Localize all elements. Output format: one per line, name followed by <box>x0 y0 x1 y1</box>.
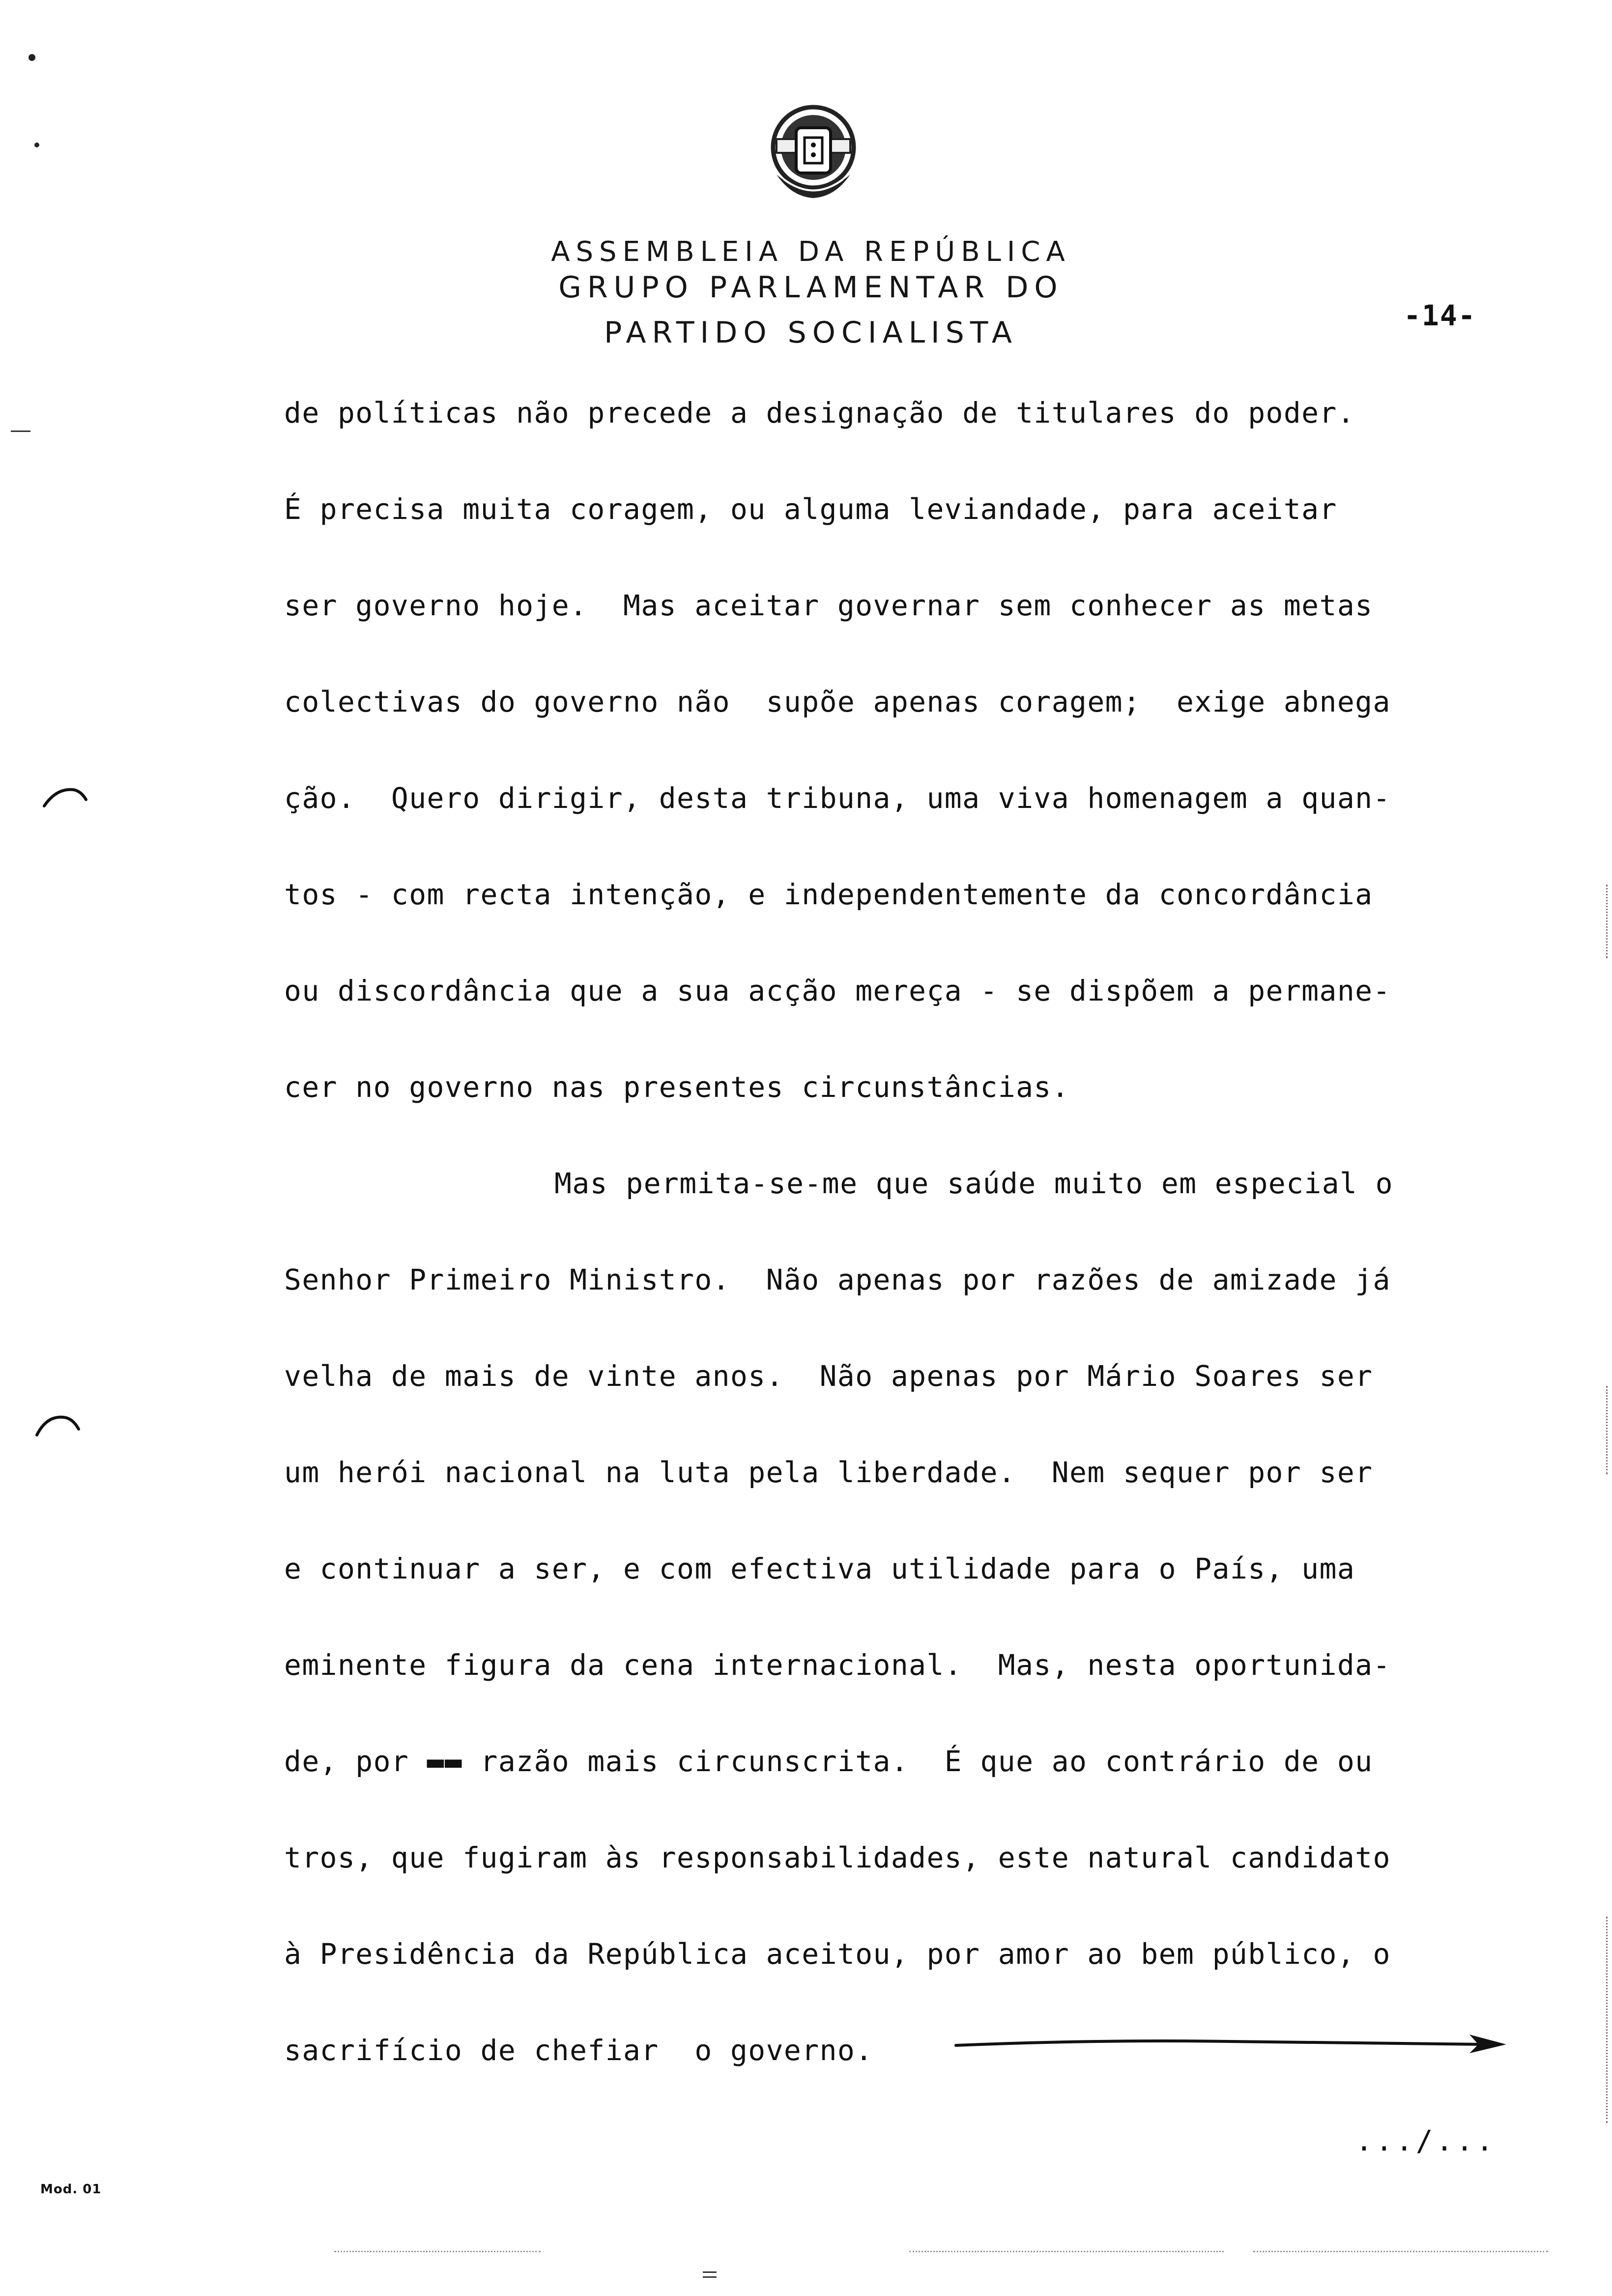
header-parliamentary-group: GRUPO PARLAMENTAR DO <box>558 270 1064 305</box>
body-line: cer no governo nas presentes circunstâncias. <box>284 1070 1070 1104</box>
scan-edge-dots <box>1253 2251 1548 2252</box>
scan-edge-dots <box>1606 885 1609 958</box>
body-line: Mas permita-se-me que saúde muito em especial o <box>554 1167 1393 1200</box>
margin-dash <box>11 430 30 432</box>
body-line: ser governo hoje. Mas aceitar governar sem conhecer as metas <box>284 589 1373 622</box>
body-line: de, por ▬▬ razão mais circunscrita. É que ao contrário de ou <box>284 1745 1373 1778</box>
body-line: eminente figura da cena internacional. Mas, nesta oportunida- <box>284 1648 1391 1682</box>
scan-speck <box>29 54 35 61</box>
form-code: Mod. 01 <box>40 2182 102 2197</box>
handwritten-arrow-icon <box>953 2025 1511 2059</box>
scan-dash <box>703 2271 717 2273</box>
body-line: e continuar a ser, e com efectiva utilidade para o País, uma <box>284 1552 1355 1585</box>
coat-of-arms-icon <box>757 101 870 206</box>
scan-dash <box>703 2276 717 2278</box>
body-line: à Presidência da República aceitou, por amor ao bem público, o <box>284 1937 1391 1971</box>
body-line: Senhor Primeiro Ministro. Não apenas por razões de amizade já <box>284 1263 1391 1296</box>
body-line: de políticas não precede a designação de titulares do poder. <box>284 396 1355 430</box>
body-line: ou discordância que a sua acção mereça - se dispõem a permane- <box>284 974 1391 1007</box>
body-line: velha de mais de vinte anos. Não apenas por Mário Soares ser <box>284 1359 1373 1393</box>
scan-edge-dots <box>334 2251 541 2252</box>
scan-edge-dots <box>1606 1917 1609 2123</box>
scan-edge-dots <box>909 2251 1224 2252</box>
body-line: tos - com recta intenção, e independentemente da concordância <box>284 878 1373 911</box>
margin-mark-icon <box>34 1410 81 1437</box>
page-number: -14- <box>1404 299 1476 332</box>
body-line: colectivas do governo não supõe apenas coragem; exige abnega <box>284 685 1391 718</box>
scan-speck <box>34 143 39 147</box>
scan-edge-dots <box>1606 1386 1609 1474</box>
header-party: PARTIDO SOCIALISTA <box>604 316 1018 350</box>
margin-mark-icon <box>42 784 88 808</box>
body-line: sacrifício de chefiar o governo. <box>284 2034 873 2067</box>
body-line: É precisa muita coragem, ou alguma leviandade, para aceitar <box>284 492 1337 526</box>
continuation-mark: .../... <box>1355 2124 1497 2157</box>
body-line: tros, que fugiram às responsabilidades, este natural candidato <box>284 1841 1391 1874</box>
body-line: um herói nacional na luta pela liberdade. Nem sequer por ser <box>284 1456 1373 1489</box>
body-line: ção. Quero dirigir, desta tribuna, uma viva homenagem a quan- <box>284 781 1391 815</box>
header-assembly: ASSEMBLEIA DA REPÚBLICA <box>551 236 1071 268</box>
